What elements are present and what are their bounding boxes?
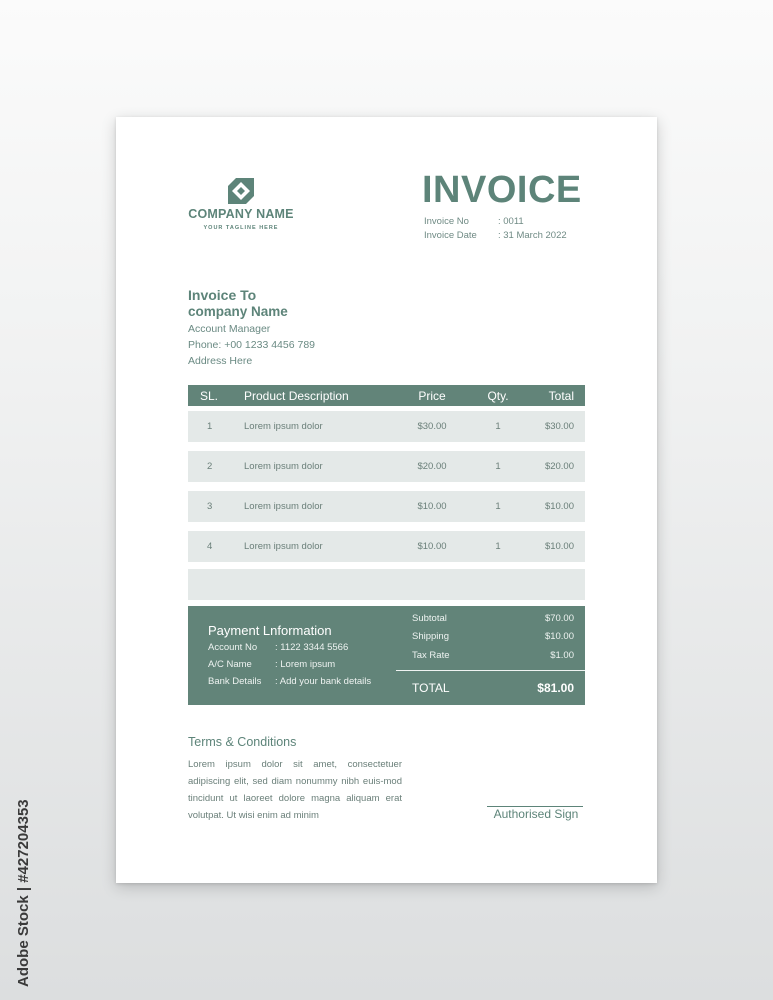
row-total: $30.00: [544, 421, 574, 432]
invoice-sheet: [116, 117, 657, 883]
row-sl: 1: [207, 421, 213, 432]
payment-title: Payment Lnformation: [208, 623, 332, 638]
total-label: TOTAL: [412, 681, 450, 695]
ac-name-label: A/C Name: [208, 659, 252, 670]
authorised-sign: Authorised Sign: [493, 807, 579, 821]
tax-value: $1.00: [550, 650, 574, 661]
tax-label: Tax Rate: [412, 650, 450, 661]
row-sl: 3: [207, 501, 213, 512]
header-price: Price: [418, 388, 446, 403]
invoice-number-label: Invoice No: [424, 216, 469, 227]
ac-name-value: : Lorem ipsum: [275, 659, 336, 670]
payment-bank-details: [208, 676, 371, 687]
bank-details-value: : Add your bank details: [275, 676, 372, 687]
invoice-number-value: : 0011: [498, 216, 524, 227]
shipping-line: [412, 631, 574, 642]
diamond-logo-icon: [227, 177, 255, 205]
bill-to-phone: Phone: +00 1233 4456 789: [188, 339, 315, 351]
bill-to: [188, 287, 315, 367]
row-description: Lorem ipsum dolor: [244, 501, 323, 512]
subtotal-value: $70.00: [544, 613, 574, 624]
stock-id-label: Adobe Stock | #427204353: [15, 799, 32, 987]
invoice-date: [424, 230, 567, 241]
header-qty: Qty.: [487, 388, 509, 403]
bill-to-heading: Invoice To: [188, 287, 257, 303]
row-total: $10.00: [544, 541, 574, 552]
company-name: COMPANY NAME: [188, 207, 294, 221]
invoice-number: [424, 216, 524, 227]
header-total: Total: [548, 388, 574, 403]
row-total: $10.00: [544, 501, 574, 512]
bill-to-role: Account Manager: [188, 323, 271, 335]
row-price: $20.00: [417, 461, 447, 472]
total-line: [412, 681, 574, 695]
row-price: $30.00: [417, 421, 447, 432]
company-tagline: YOUR TAGLINE HERE: [203, 225, 279, 231]
empty-table-row: [188, 569, 585, 600]
table-row: [188, 411, 585, 442]
table-row: [188, 491, 585, 522]
terms-text: Lorem ipsum dolor sit amet, consectetuer adipiscing elit, sed diam nonummy nibh euis-mod tincidunt ut laoreet dolore magna aliquam erat volutpat. Ut wisi enim ad minim: [188, 759, 402, 821]
total-value: $81.00: [537, 681, 574, 695]
row-qty: 1: [495, 461, 501, 472]
bill-to-address: Address Here: [188, 355, 253, 367]
row-description: Lorem ipsum dolor: [244, 461, 323, 472]
stock-id-text: [12, 762, 34, 987]
bill-to-company: company Name: [188, 304, 288, 319]
row-sl: 4: [207, 541, 213, 552]
account-no-label: Account No: [208, 642, 258, 653]
bank-details-label: Bank Details: [208, 676, 262, 687]
subtotal-label: Subtotal: [412, 613, 447, 624]
invoice-title: INVOICE: [422, 169, 582, 211]
header-description: Product Description: [244, 388, 349, 403]
account-no-value: : 1122 3344 5566: [275, 642, 349, 653]
invoice-date-label: Invoice Date: [424, 230, 477, 241]
payment-summary-panel: [188, 606, 585, 705]
table-header: [188, 385, 585, 406]
terms-title: Terms & Conditions: [188, 735, 297, 749]
tax-line: [412, 650, 574, 661]
payment-account-no: [208, 642, 348, 653]
shipping-label: Shipping: [412, 631, 449, 642]
row-price: $10.00: [417, 501, 447, 512]
row-description: Lorem ipsum dolor: [244, 421, 323, 432]
header-sl: SL.: [200, 388, 219, 403]
subtotal-line: [412, 613, 574, 624]
table-row: [188, 531, 585, 562]
table-row: [188, 451, 585, 482]
invoice-date-value: : 31 March 2022: [498, 230, 567, 241]
payment-ac-name: [208, 659, 335, 670]
row-total: $20.00: [544, 461, 574, 472]
row-qty: 1: [495, 421, 501, 432]
row-description: Lorem ipsum dolor: [244, 541, 323, 552]
summary-divider: [396, 670, 585, 671]
row-qty: 1: [495, 501, 501, 512]
row-price: $10.00: [417, 541, 447, 552]
company-logo: [176, 177, 306, 231]
shipping-value: $10.00: [544, 631, 574, 642]
row-sl: 2: [207, 461, 213, 472]
row-qty: 1: [495, 541, 501, 552]
